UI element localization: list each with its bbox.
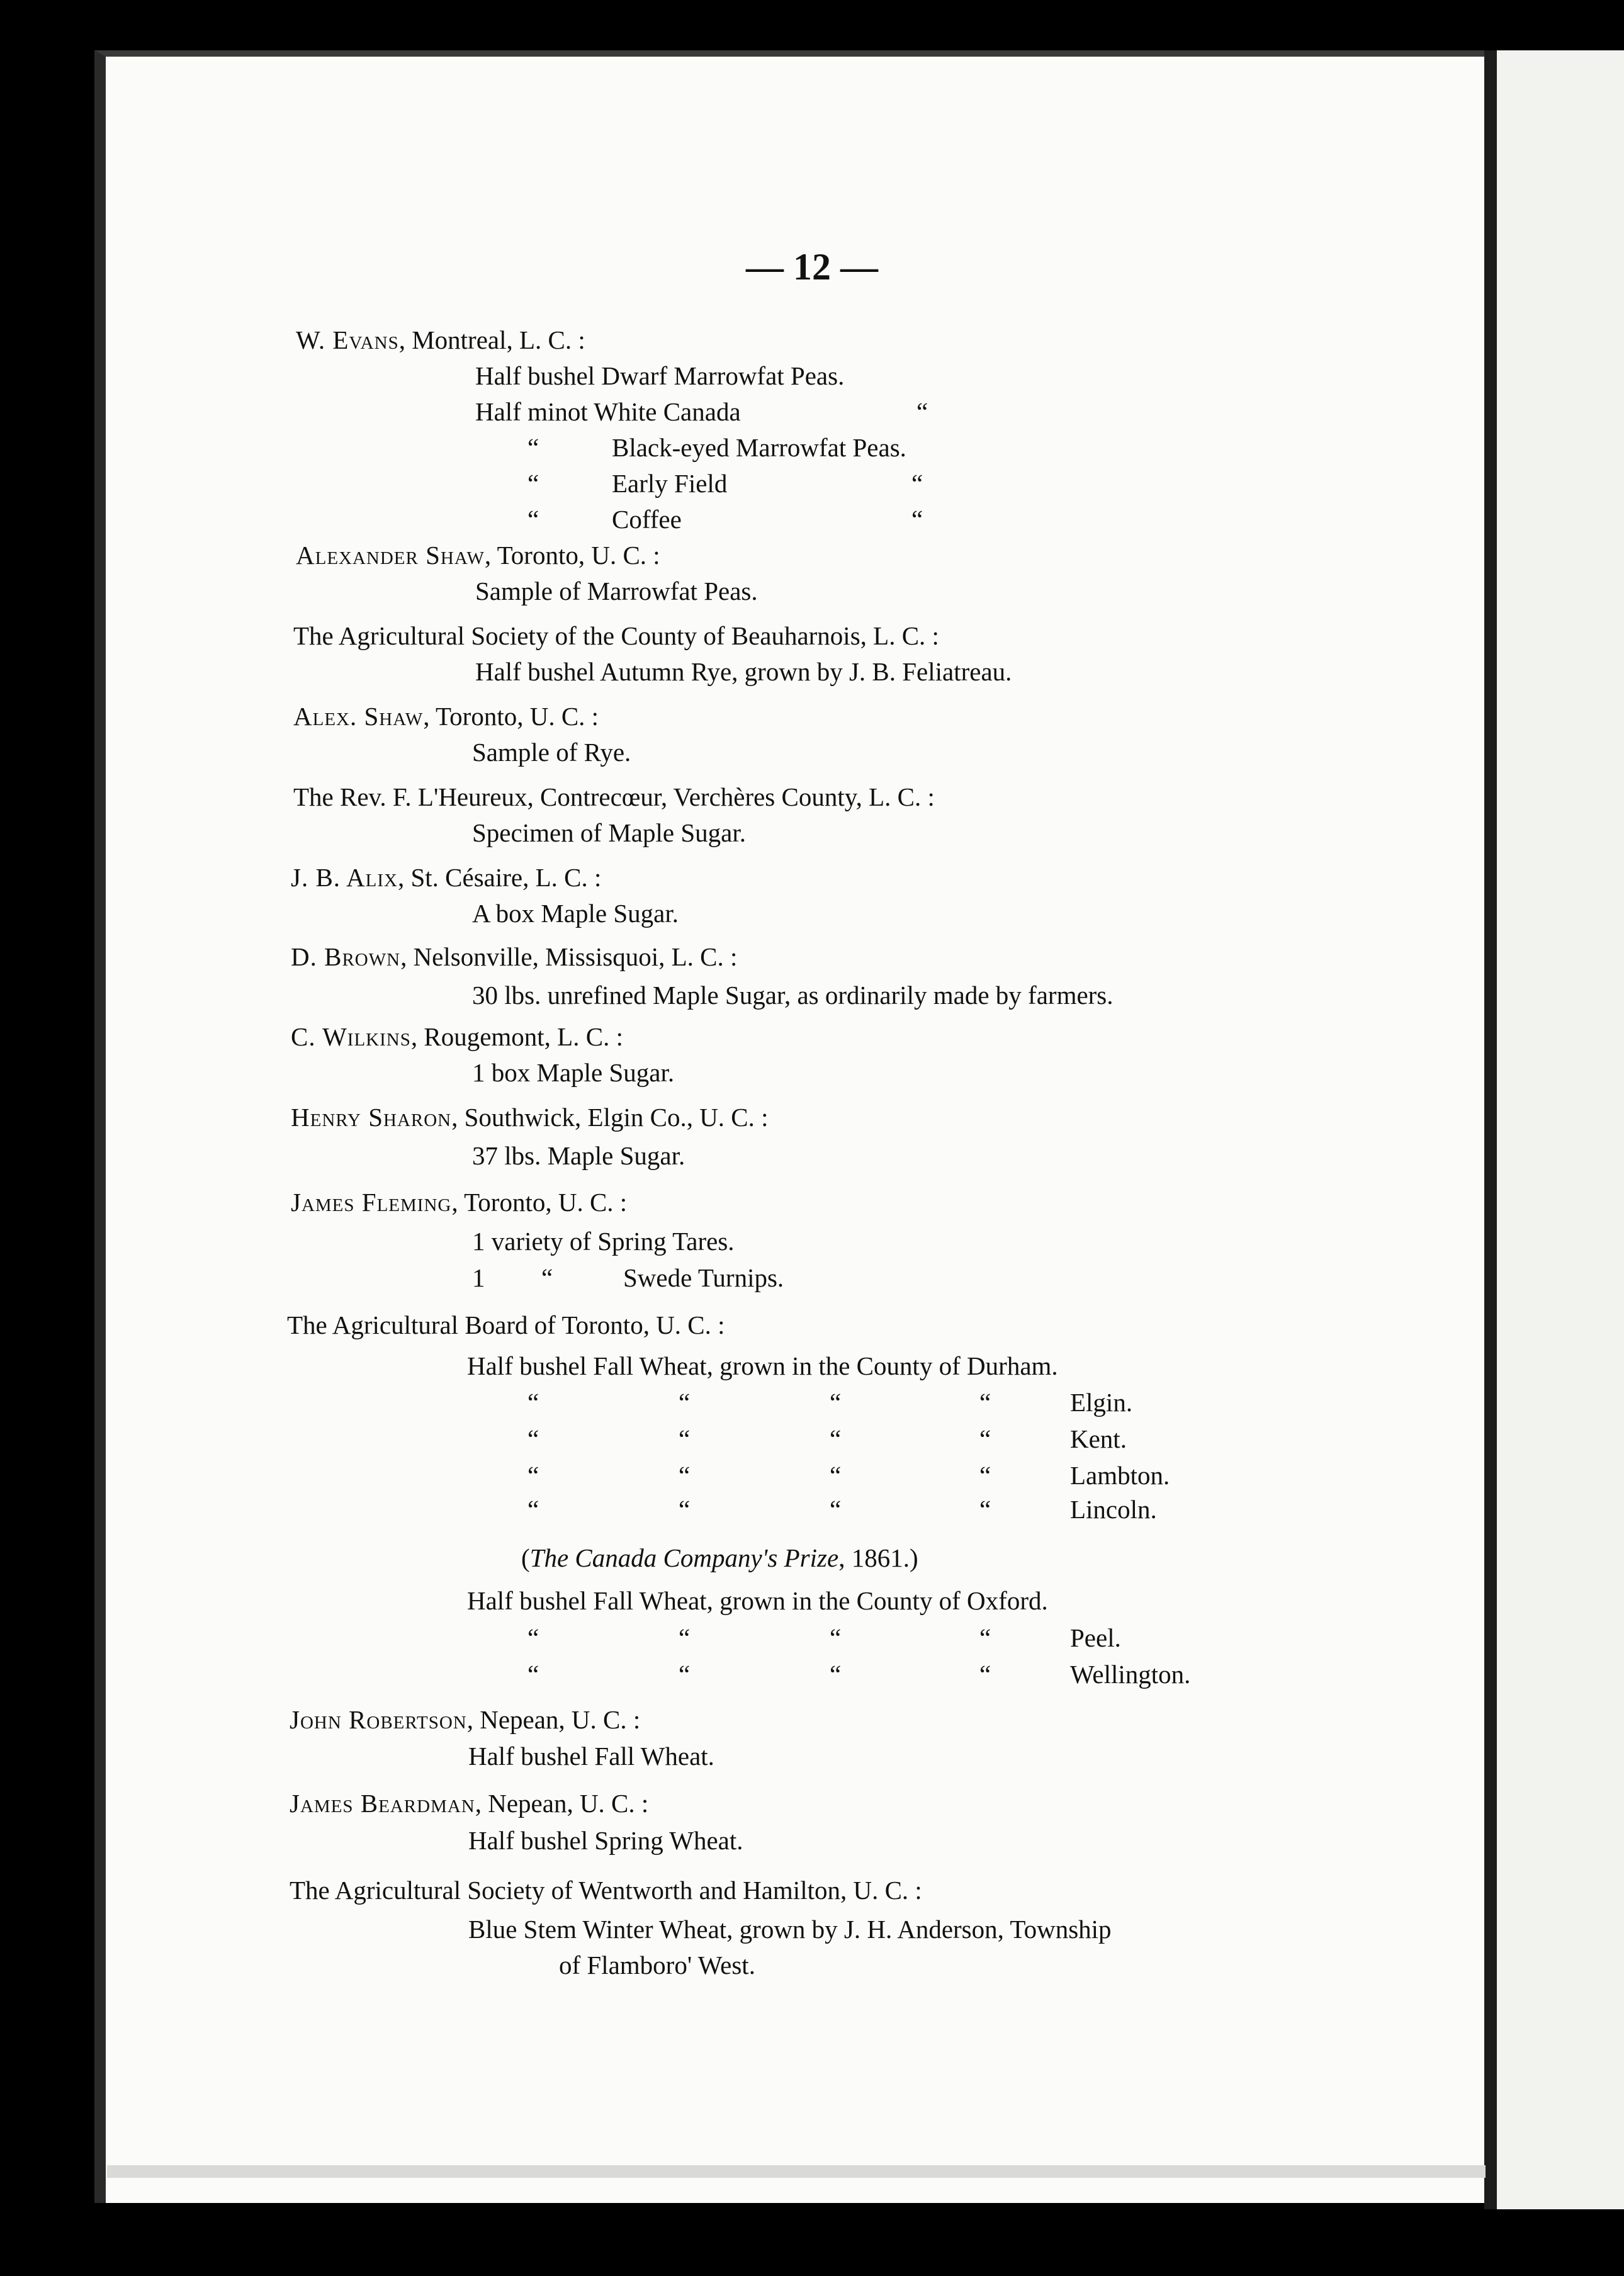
exhibitor-place: , Southwick, Elgin Co., U. C. : — [451, 1103, 769, 1132]
item-line: Sample of Rye. — [472, 738, 631, 767]
ditto-mark: “ — [830, 1623, 842, 1652]
exhibitor-name: James Fleming — [291, 1188, 452, 1217]
item-line: Half minot White Canada — [475, 397, 741, 426]
exhibitor-place: , Nepean, U. C. : — [475, 1789, 649, 1818]
county-name: Lambton. — [1070, 1461, 1170, 1490]
entry-heading — [296, 543, 660, 568]
county-name: Peel. — [1070, 1623, 1121, 1652]
ditto-mark: “ — [679, 1424, 691, 1453]
ditto-mark: “ — [830, 1424, 842, 1453]
county-name: Kent. — [1070, 1424, 1127, 1453]
entry-heading — [293, 704, 599, 730]
ditto-mark: “ — [527, 1495, 539, 1524]
ditto-mark: “ — [679, 1495, 691, 1524]
ditto-mark: “ — [979, 1623, 991, 1652]
ditto-mark: “ — [527, 1424, 539, 1453]
entry-heading — [291, 1105, 769, 1130]
entry-heading: The Rev. F. L'Heureux, Contrecœur, Verchères County, L. C. : — [293, 782, 935, 811]
ditto-mark: “ — [979, 1660, 991, 1689]
exhibitor-place: , Toronto, U. C. : — [451, 1188, 628, 1217]
exhibitor-place: , Nelsonville, Missisquoi, L. C. : — [400, 942, 738, 971]
prize-heading — [521, 1545, 918, 1571]
exhibitor-name: C. Wilkins — [291, 1022, 411, 1051]
exhibitor-place: , Nepean, U. C. : — [466, 1705, 641, 1734]
county-name: Elgin. — [1070, 1388, 1133, 1417]
entry-heading — [296, 327, 585, 353]
ditto-mark: “ — [916, 397, 928, 426]
county-name: Wellington. — [1070, 1660, 1191, 1689]
entry-heading — [291, 865, 601, 891]
ditto-mark: “ — [979, 1388, 991, 1417]
entry-heading — [290, 1707, 640, 1733]
ditto-mark: “ — [679, 1388, 691, 1417]
ditto-mark: “ — [979, 1461, 991, 1490]
ditto-mark: “ — [527, 1461, 539, 1490]
item-line: 1 box Maple Sugar. — [472, 1058, 675, 1087]
exhibitor-name: Alexander Shaw — [296, 541, 485, 570]
entry-heading — [291, 1024, 623, 1050]
item-line: Half bushel Dwarf Marrowfat Peas. — [475, 361, 845, 390]
entry-heading: The Agricultural Board of Toronto, U. C. : — [287, 1310, 725, 1339]
ditto-mark: “ — [830, 1660, 842, 1689]
ditto-mark: “ — [911, 469, 923, 498]
prize-title: The Canada Company's Prize — [529, 1543, 839, 1572]
entry-heading: The Agricultural Society of Wentworth and Hamilton, U. C. : — [290, 1876, 922, 1905]
item-line: Black-eyed Marrowfat Peas. — [612, 433, 906, 462]
item-line: A box Maple Sugar. — [472, 899, 679, 928]
exhibitor-place: , Rougemont, L. C. : — [410, 1022, 623, 1051]
ditto-mark: “ — [679, 1660, 691, 1689]
ditto-mark: “ — [527, 469, 539, 498]
ditto-mark: “ — [527, 505, 539, 534]
entry-heading — [291, 944, 737, 970]
exhibitor-place: , Toronto, U. C. : — [423, 702, 599, 731]
prize-open: ( — [521, 1543, 530, 1572]
item-line: 37 lbs. Maple Sugar. — [472, 1141, 685, 1170]
page-number: — 12 — — [746, 246, 878, 288]
entry-heading — [290, 1791, 648, 1817]
item-line: 1 variety of Spring Tares. — [472, 1227, 735, 1256]
ditto-mark: “ — [979, 1495, 991, 1524]
ditto-mark: “ — [527, 1388, 539, 1417]
prize-year: , 1861.) — [838, 1543, 918, 1572]
item-line: Half bushel Fall Wheat. — [468, 1742, 714, 1771]
exhibitor-place: , St. Césaire, L. C. : — [397, 863, 602, 892]
item-line: 30 lbs. unrefined Maple Sugar, as ordinarily made by farmers. — [472, 981, 1114, 1010]
exhibitor-name: Alex. Shaw — [293, 702, 424, 731]
page-bottom-edge — [107, 2165, 1486, 2178]
item-line: Coffee — [612, 505, 682, 534]
ditto-mark: “ — [830, 1388, 842, 1417]
item-line: Early Field — [612, 469, 728, 498]
ditto-mark: “ — [679, 1461, 691, 1490]
exhibitor-name: Henry Sharon — [291, 1103, 452, 1132]
item-line: 1 — [472, 1263, 485, 1292]
item-line: Half bushel Spring Wheat. — [468, 1826, 743, 1855]
exhibitor-name: James Beardman — [290, 1789, 475, 1818]
item-line: Blue Stem Winter Wheat, grown by J. H. Anderson, Township — [468, 1915, 1112, 1944]
ditto-mark: “ — [979, 1424, 991, 1453]
ditto-mark: “ — [830, 1461, 842, 1490]
facing-page-edge — [1497, 50, 1624, 2209]
ditto-mark: “ — [541, 1263, 553, 1292]
exhibitor-name: W. Evans — [296, 325, 399, 354]
ditto-mark: “ — [830, 1495, 842, 1524]
entry-heading — [291, 1190, 627, 1215]
ditto-mark: “ — [527, 1623, 539, 1652]
ditto-mark: “ — [911, 505, 923, 534]
item-line: Specimen of Maple Sugar. — [472, 818, 746, 847]
item-line: Swede Turnips. — [623, 1263, 784, 1292]
item-line: of Flamboro' West. — [559, 1951, 755, 1980]
exhibitor-name: D. Brown — [291, 942, 401, 971]
entry-heading: The Agricultural Society of the County of Beauharnois, L. C. : — [293, 621, 939, 650]
ditto-mark: “ — [527, 433, 539, 462]
exhibitor-name: J. B. Alix — [291, 863, 398, 892]
ditto-mark: “ — [527, 1660, 539, 1689]
county-name: Lincoln. — [1070, 1495, 1157, 1524]
item-line: Half bushel Fall Wheat, grown in the County of Durham. — [467, 1351, 1058, 1380]
item-line: Half bushel Fall Wheat, grown in the County of Oxford. — [467, 1586, 1048, 1615]
exhibitor-place: , Toronto, U. C. : — [484, 541, 660, 570]
exhibitor-name: John Robertson — [290, 1705, 467, 1734]
item-line: Sample of Marrowfat Peas. — [475, 577, 758, 606]
book-spine — [1484, 50, 1497, 2209]
ditto-mark: “ — [679, 1623, 691, 1652]
item-line: Half bushel Autumn Rye, grown by J. B. Feliatreau. — [475, 657, 1012, 686]
exhibitor-place: , Montreal, L. C. : — [398, 325, 585, 354]
